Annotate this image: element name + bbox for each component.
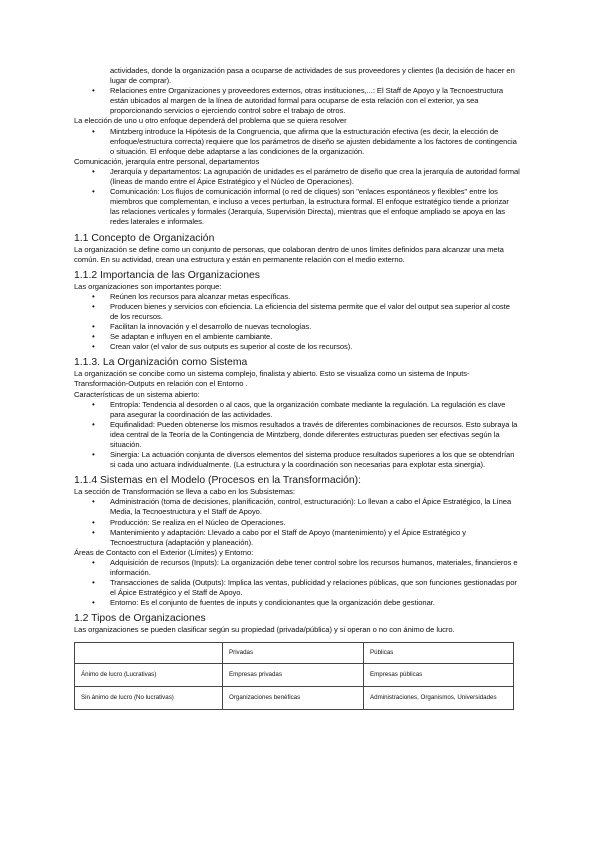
subsystems-list (74, 497, 520, 547)
table-header-row (75, 642, 514, 663)
list-item: • Se adaptan e influyen en el ambiente cambiante. (74, 332, 520, 342)
list-item: • Sinergia: La actuación conjunta de diversos elementos del sistema produce resultados superiores a los que se obtendrían si cada uno actuara individualmente. (La estructura y la coordinación son necesarias para explotar esta sinergia). (74, 450, 520, 470)
list-item: • Facilitan la innovación y el desarrollo de nuevas tecnologías. (74, 322, 520, 332)
organization-types-table (74, 642, 514, 710)
table-row (75, 663, 514, 686)
contact-areas-list (74, 558, 520, 608)
list-item: • Crean valor (el valor de sus outputs es superior al coste de los recursos). (74, 342, 520, 352)
list-item: • Adquisición de recursos (Inputs): La organización debe tener control sobre los recursos humanos, materiales, financieros e información. (74, 558, 520, 578)
table-cell: Ánimo de lucro (Lucrativas) (75, 663, 223, 686)
list-item: • Entropía: Tendencia al desorden o al caos, que la organización combate mediante la regulación. La regulación es clave para asegurar la coordinación de las actividades. (74, 400, 520, 420)
table-cell: Administraciones, Organismos, Universidades (364, 686, 514, 709)
paragraph: Características de un sistema abierto: (74, 389, 200, 399)
paragraph: La elección de uno u otro enfoque dependerá del problema que se quiera resolver (74, 116, 347, 126)
list-item: • Relaciones entre Organizaciones y proveedores externos, otras instituciones,...: El Staff de Apoyo y la Tecnoestructura están ubicados al margen de la línea de autoridad formal para ocuparse de esta relación con el exterior, ya sea proporcionando servicios o ejerciendo control sobre el trabajo de otros. (74, 86, 520, 116)
paragraph: La organización se concibe como un sistema complejo, finalista y abierto. Esto se visualiza como un sistema de Inputs-Transformación-Outputs en relación con el Entorno . (74, 369, 470, 389)
communication-list (74, 167, 520, 228)
importance-list (74, 292, 520, 353)
section-heading: 1.1.2 Importancia de las Organizaciones (74, 269, 260, 281)
table-cell: Privadas (223, 642, 364, 663)
paragraph: La sección de Transformación se lleva a cabo en los Subsistemas: (74, 487, 295, 497)
list-item: • Producen bienes y servicios con eficiencia. La eficiencia del sistema permite que el valor del output sea superior al coste de los recursos. (74, 302, 520, 322)
list-item: • Transacciones de salida (Outputs): Implica las ventas, publicidad y relaciones públicas, que son funciones gestionadas por el Ápice Estratégico y el Staff de Apoyo. (74, 578, 520, 598)
paragraph: Las organizaciones se pueden clasificar según su propiedad (privada/pública) y si operan o no con ánimo de lucro. (74, 625, 455, 635)
paragraph: Las organizaciones son importantes porque: (74, 281, 222, 291)
paragraph: Comunicación, jerarquía entre personal, departamentos (74, 156, 260, 166)
list-item: • Administración (toma de decisiones, planificación, control, estructuración): Lo llevan a cabo el Ápice Estratégico, la Línea Media, la Tecnoestructura y el Staff de Apoyo. (74, 497, 520, 517)
table-cell: Organizaciones benéficas (223, 686, 364, 709)
document-page (74, 66, 520, 710)
list-item-continuation: actividades, donde la organización pasa a ocuparse de actividades de sus proveedores y clientes (la decisión de hacer en lugar de comprar). (110, 66, 515, 86)
list-item: • Equifinalidad: Pueden obtenerse los mismos resultados a través de diferentes combinaciones de recursos. Esto subraya la idea central de la Teoría de la Contingencia de Mintzberg, donde diferentes estructuras pueden ser efectivas según la situación. (74, 420, 520, 450)
congruence-list (74, 127, 520, 157)
list-item: • Producción: Se realiza en el Núcleo de Operaciones. (74, 518, 520, 528)
table-cell: Sin ánimo de lucro (No lucrativas) (75, 686, 223, 709)
table-cell: Empresas privadas (223, 663, 364, 686)
list-item: • Entorno: Es el conjunto de fuentes de inputs y condicionantes que la organización debe gestionar. (74, 598, 520, 608)
table-row (75, 686, 514, 709)
list-item: • Mintzberg introduce la Hipótesis de la Congruencia, que afirma que la estructuración efectiva (es decir, la elección de enfoque/estructura correcta) requiere que los parámetros de diseño se ajusten debidamente a los factores de contingencia o situación. El enfoque debe adaptarse a las condiciones de la organización. (74, 127, 520, 157)
intro-list (74, 66, 520, 116)
section-heading: 1.1 Concepto de Organización (74, 232, 215, 244)
section-heading: 1.2 Tipos de Organizaciones (74, 613, 206, 625)
section-heading: 1.1.4 Sistemas en el Modelo (Procesos en la Transformación): (74, 475, 362, 487)
list-item: • Comunicación: Los flujos de comunicación informal (o red de cliques) son "enlaces espontáneos y flexibles" entre los miembros que complementan, e incluso a veces perturban, la estructura formal. El enfoque estratégico tiende a priorizar las relaciones verticales y formales (Jerarquía, Supervisión Directa), mientras que el enfoque ampliado se apoya en las redes laterales e informales. (74, 187, 520, 227)
table-cell (75, 642, 223, 663)
list-item: • Reúnen los recursos para alcanzar metas específicas. (74, 292, 520, 302)
list-item: • Jerarquía y departamentos: La agrupación de unidades es el parámetro de diseño que crea la jerarquía de autoridad formal (líneas de mando entre el Ápice Estratégico y el Núcleo de Operaciones). (74, 167, 520, 187)
section-heading: 1.1.3. La Organización como Sistema (74, 357, 248, 369)
system-traits-list (74, 400, 520, 471)
list-item: • Mantenimiento y adaptación: Llevado a cabo por el Staff de Apoyo (mantenimiento) y el Ápice Estratégico y Tecnoestructura (adaptación y planeación). (74, 528, 520, 548)
paragraph: Áreas de Contacto con el Exterior (Límites) y Entorno: (74, 547, 254, 557)
table-cell: Empresas públicas (364, 663, 514, 686)
paragraph: La organización se define como un conjunto de personas, que colaboran dentro de unos límites definidos para alcanzar una meta común. En su actividad, crean una estructura y están en permanente relación con el medio externo. (74, 244, 504, 264)
table-cell: Públicas (364, 642, 514, 663)
